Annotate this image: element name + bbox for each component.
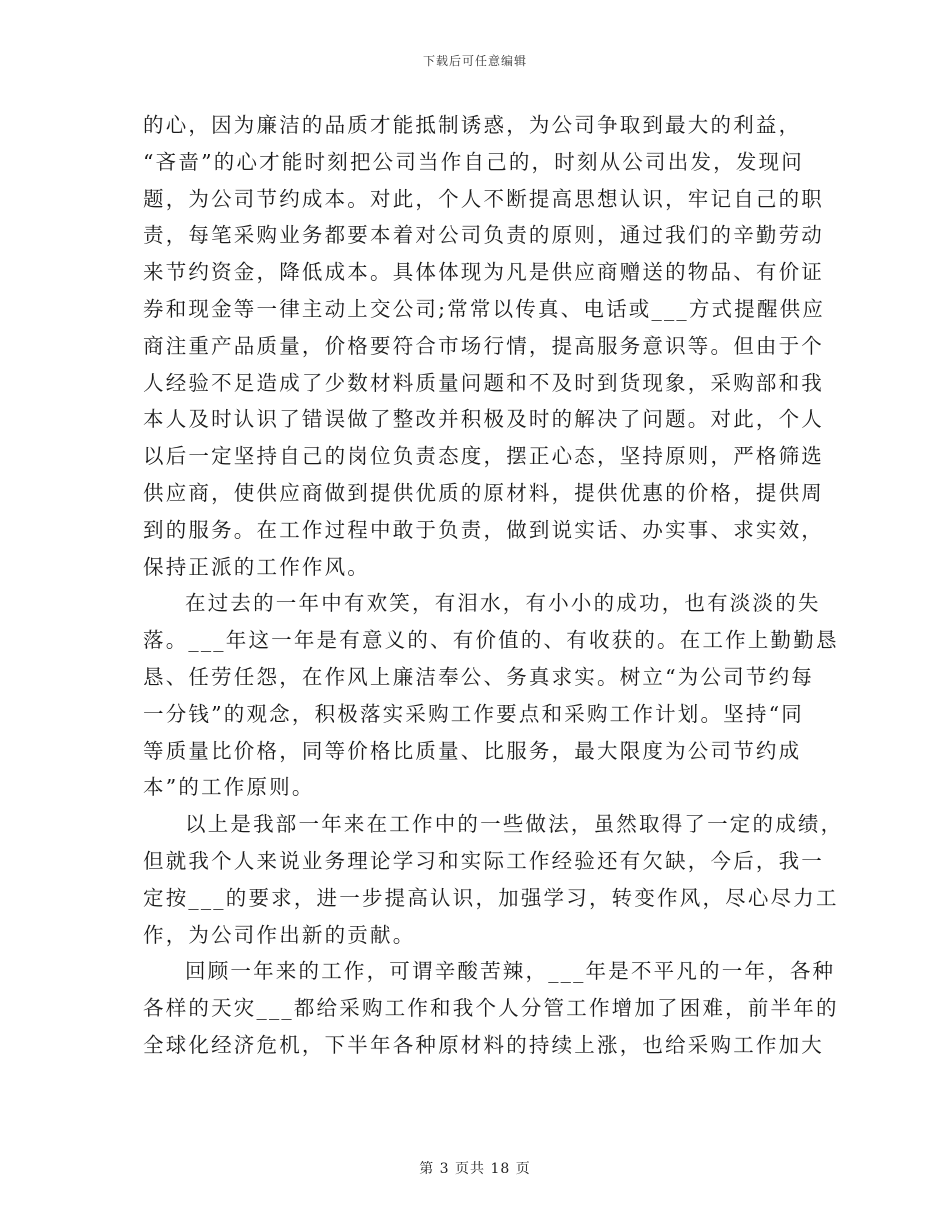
text-line: 来节约资金，降低成本。具体体现为凡是供应商赠送的物品、有价证 <box>143 260 824 285</box>
text-line: 本”的工作原则。 <box>143 775 315 800</box>
text-line: 人经验不足造成了少数材料质量问题和不及时到货现象，采购部和我 <box>143 370 824 395</box>
text-line: 全球化经济危机，下半年各种原材料的持续上涨，也给采购工作加大 <box>143 1032 824 1057</box>
text-line: 等质量比价格，同等价格比质量、比服务，最大限度为公司节约成 <box>143 738 802 763</box>
document-body <box>143 107 844 1064</box>
paragraph-first-line: 回顾一年来的工作，可谓辛酸苦辣，___年是不平凡的一年，各种 <box>185 959 836 984</box>
paragraph-first-line: 以上是我部一年来在工作中的一些做法，虽然取得了一定的成绩， <box>185 812 844 837</box>
text-line: 到的服务。在工作过程中敢于负责，做到说实话、办实事、求实效， <box>143 517 824 542</box>
text-line: 供应商，使供应商做到提供优质的原材料，提供优惠的价格，提供周 <box>143 480 824 505</box>
text-line: 的心，因为廉洁的品质才能抵制诱惑，为公司争取到最大的利益， <box>143 113 802 137</box>
text-line: 责，每笔采购业务都要本着对公司负责的原则，通过我们的辛勤劳动 <box>143 223 824 248</box>
text-line: 一分钱”的观念，积极落实采购工作要点和采购工作计划。坚持“同 <box>143 701 804 726</box>
paragraph-first-line: 在过去的一年中有欢笑，有泪水，有小小的成功，也有淡淡的失 <box>185 591 821 616</box>
text-line: 但就我个人来说业务理论学习和实际工作经验还有欠缺，今后，我一 <box>143 848 824 873</box>
text-line: 定按___的要求，进一步提高认识，加强学习，转变作风，尽心尽力工 <box>143 885 839 910</box>
text-line: 本人及时认识了错误做了整改并积极及时的解决了问题。对此，个人 <box>143 407 824 432</box>
text-line: “吝啬”的心才能时刻把公司当作自己的，时刻从公司出发，发现问 <box>143 149 804 174</box>
text-line: 商注重产品质量，价格要符合市场行情，提高服务意识等。但由于个 <box>143 333 824 358</box>
page-header: 下载后可任意编辑 <box>422 54 527 68</box>
text-line: 保持正派的工作作风。 <box>143 554 370 579</box>
text-line: 各样的天灾___都给采购工作和我个人分管工作增加了困难，前半年的 <box>143 996 839 1021</box>
text-line: 以后一定坚持自己的岗位负责态度，摆正心态，坚持原则，严格筛选 <box>143 444 824 469</box>
text-line: 落。___年这一年是有意义的、有价值的、有收获的。在工作上勤勤恳 <box>143 628 839 653</box>
text-line: 券和现金等一律主动上交公司;常常以传真、电话或___方式提醒供应 <box>143 296 826 321</box>
text-line: 作，为公司作出新的贡献。 <box>143 922 416 947</box>
page-footer: 第 3 页共 18 页 <box>419 1161 531 1177</box>
text-line: 恳、任劳任怨，在作风上廉洁奉公、务真求实。树立“为公司节约每 <box>143 664 814 689</box>
text-line: 题，为公司节约成本。对此，个人不断提高思想认识，牢记自己的职 <box>143 186 824 211</box>
